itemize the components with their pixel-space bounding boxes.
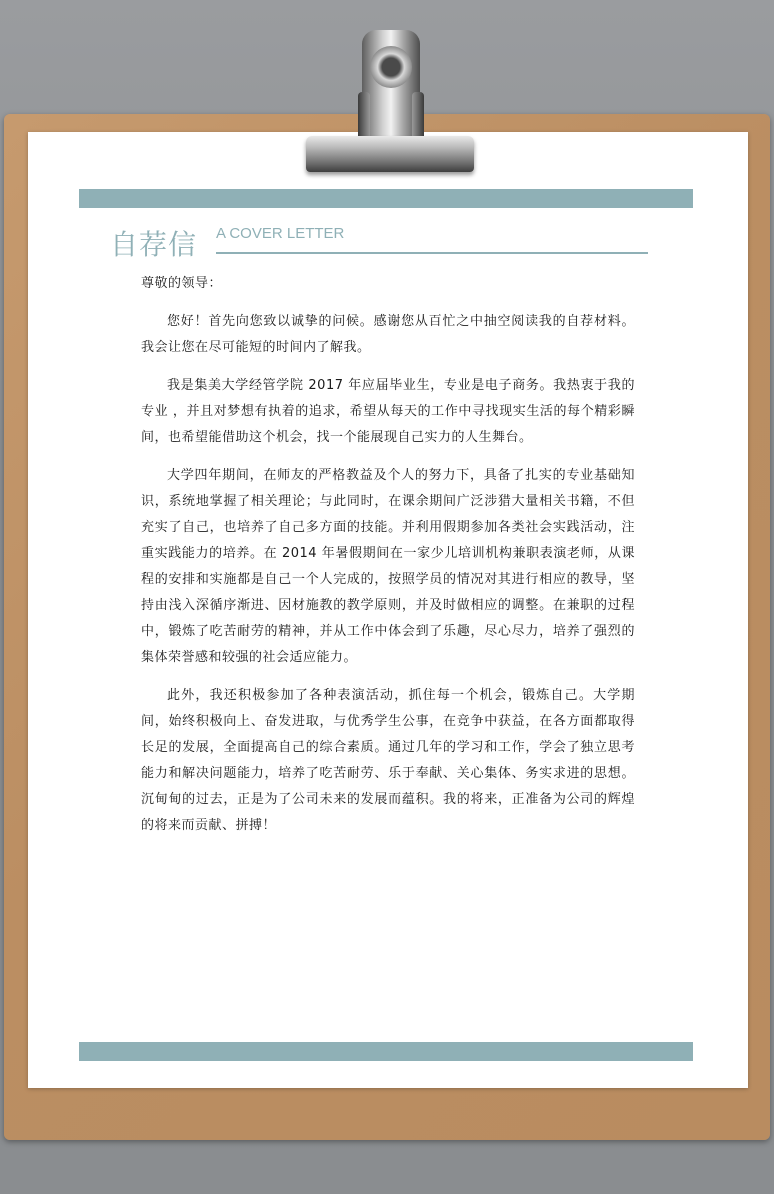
page-subtitle: A COVER LETTER xyxy=(216,225,345,242)
letter-paragraph-3: 大学四年期间，在师友的严格教益及个人的努力下，具备了扎实的专业基础知识，系统地掌握了相关理论；与此同时，在课余期间广泛涉猎大量相关书籍，不但充实了自己，也培养了自己多方面的技能。并利用假期参加各类社会实践活动，注重实践能力的培养。在 2014 年暑假期间在一家少儿培训机构兼职表演老师，从课程的安排和实施都是自己一个人完成的，按照学员的情况对其进行相应的教导，坚持由浅入深循序渐进、因材施教的教学原则，并及时做相应的调整。在兼职的过程中，锻炼了吃苦耐劳的精神，并从工作中体会到了乐趣，尽心尽力，培养了强烈的集体荣誉感和较强的社会适应能力。 xyxy=(141,468,635,665)
binder-clip-ring xyxy=(370,46,412,88)
top-accent-bar xyxy=(79,189,693,208)
binder-clip-wing-right xyxy=(412,92,424,140)
page-title: 自荐信 xyxy=(110,228,198,261)
title-underline xyxy=(216,252,648,254)
bottom-accent-bar xyxy=(79,1042,693,1061)
binder-clip-plate xyxy=(306,136,474,172)
letter-paragraph-1: 您好！首先向您致以诚挚的问候。感谢您从百忙之中抽空阅读我的自荐材料。我会让您在尽可能短的时间内了解我。 xyxy=(141,314,635,355)
letter-paragraph-4: 此外，我还积极参加了各种表演活动，抓住每一个机会，锻炼自己。大学期间，始终积极向上、奋发进取，与优秀学生公事，在竞争中获益，在各方面都取得长足的发展，全面提高自己的综合素质。通过几年的学习和工作，学会了独立思考能力和解决问题能力，培养了吃苦耐劳、乐于奉献、关心集体、务实求进的思想。沉甸甸的过去，正是为了公司未来的发展而蕴积。我的将来，正准备为公司的辉煌的将来而贡献、拼搏！ xyxy=(141,688,635,833)
letter-body xyxy=(141,271,635,851)
letter-salutation: 尊敬的领导： xyxy=(141,276,223,291)
letter-paragraph-2: 我是集美大学经管学院 2017 年应届毕业生，专业是电子商务。我热衷于我的专业 ，并且对梦想有执着的追求，希望从每天的工作中寻找现实生活的每个精彩瞬间，也希望能借助这个机会，找一个能展现自己实力的人生舞台。 xyxy=(141,378,635,445)
binder-clip-wing-left xyxy=(358,92,370,140)
